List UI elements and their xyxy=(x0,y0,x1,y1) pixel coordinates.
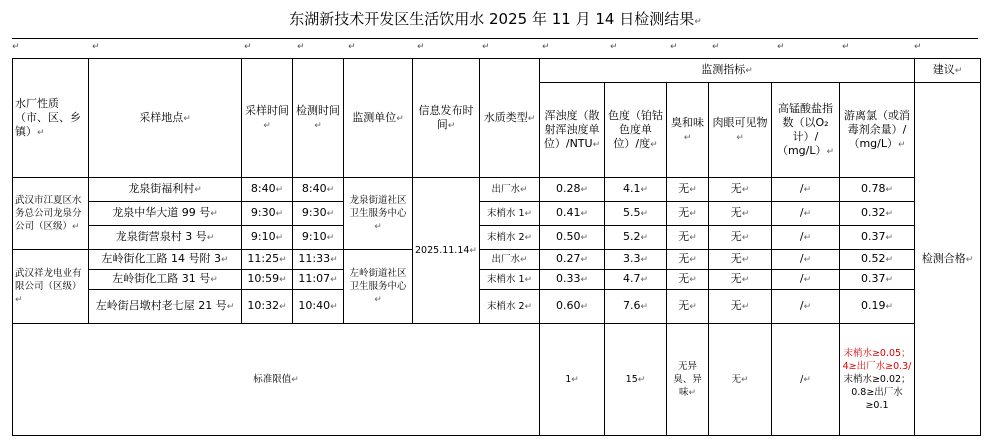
header-indicators: 监测指标↵ xyxy=(540,59,915,83)
color-cell: 7.6↵ xyxy=(605,290,667,324)
location-cell: 左岭街化工路 14 号附 3↵ xyxy=(89,250,242,270)
cod-cell: /↵ xyxy=(772,250,840,270)
header-turbidity: 浑浊度（散射浑浊度单位）/NTU↵ xyxy=(540,83,605,178)
cod-cell: /↵ xyxy=(772,226,840,250)
chlorine-limit: 末梢水≥0.02；0.8≥出厂水≥0.1 xyxy=(843,374,911,411)
odor-cell: 无↵ xyxy=(667,178,709,202)
turbidity-cell: 0.33↵ xyxy=(540,270,605,290)
plant-name: 武汉祥龙电业有限公司（区级）↵ xyxy=(13,250,89,324)
header-location: 采样地点↵ xyxy=(89,59,242,178)
table-row xyxy=(13,270,981,290)
table-row xyxy=(13,202,981,226)
monitor-unit: 左岭街道社区卫生服务中心↵ xyxy=(344,250,413,324)
header-odor: 臭和味↵ xyxy=(667,83,709,178)
odor-cell: 无↵ xyxy=(667,290,709,324)
chlorine-cell: 0.19↵ xyxy=(840,290,915,324)
visible-cell: 无↵ xyxy=(709,270,772,290)
location-cell: 左岭街吕墩村老七屋 21 号↵ xyxy=(89,290,242,324)
visible-cell: 无↵ xyxy=(709,250,772,270)
sample-time-cell: 10:59↵ xyxy=(242,270,293,290)
color-cell: 4.1↵ xyxy=(605,178,667,202)
document-title: 东湖新技术开发区生活饮用水 2025 年 11 月 14 日检测结果↵ xyxy=(289,10,702,28)
cod-cell: /↵ xyxy=(772,290,840,324)
sample-time-cell: 9:10↵ xyxy=(242,226,293,250)
header-cod: 高锰酸盐指数（以O₂计）/（mg/L）↵ xyxy=(772,83,840,178)
test-time-cell: 11:07↵ xyxy=(293,270,344,290)
sample-time-cell: 10:32↵ xyxy=(242,290,293,324)
standard-visible: 无↵ xyxy=(709,324,772,436)
header-sample-time: 采样时间↵ xyxy=(242,59,293,178)
location-cell: 龙泉街营泉村 3 号↵ xyxy=(89,226,242,250)
cod-cell: /↵ xyxy=(772,202,840,226)
turbidity-cell: 0.28↵ xyxy=(540,178,605,202)
plant-name: 武汉市江夏区水务总公司龙泉分公司（区级）↵ xyxy=(13,178,89,250)
water-type-cell: 末梢水 1↵ xyxy=(480,270,540,290)
header-visible: 肉眼可见物↵ xyxy=(709,83,772,178)
turbidity-cell: 0.60↵ xyxy=(540,290,605,324)
standard-cod: /↵ xyxy=(772,324,840,436)
header-publish-time: 信息发布时间↵ xyxy=(413,59,480,178)
water-type-cell: 出厂水↵ xyxy=(480,250,540,270)
location-cell: 龙泉街福利村↵ xyxy=(89,178,242,202)
standard-turbidity: 1↵ xyxy=(540,324,605,436)
odor-cell: 无↵ xyxy=(667,202,709,226)
color-cell: 4.7↵ xyxy=(605,270,667,290)
results-table xyxy=(12,58,981,436)
visible-cell: 无↵ xyxy=(709,178,772,202)
result-cell: 检测合格↵ xyxy=(915,83,981,436)
sample-time-cell: 8:40↵ xyxy=(242,178,293,202)
header-water-type: 水质类型↵ xyxy=(480,59,540,178)
color-cell: 5.2↵ xyxy=(605,226,667,250)
turbidity-cell: 0.50↵ xyxy=(540,226,605,250)
location-cell: 左岭街化工路 31 号↵ xyxy=(89,270,242,290)
standard-chlorine xyxy=(840,324,915,436)
publish-date: 2025.11.14↵ xyxy=(413,178,480,324)
chlorine-cell: 0.78↵ xyxy=(840,178,915,202)
test-time-cell: 10:40↵ xyxy=(293,290,344,324)
table-row xyxy=(13,178,981,202)
standard-row xyxy=(13,324,981,436)
chlorine-limit-highlight: 末梢水≥0.05；4≥出厂水≥0.3/ xyxy=(842,348,912,372)
test-time-cell: 9:10↵ xyxy=(293,226,344,250)
cod-cell: /↵ xyxy=(772,270,840,290)
monitor-unit: 龙泉街道社区卫生服务中心↵ xyxy=(344,178,413,250)
odor-cell: 无↵ xyxy=(667,250,709,270)
location-cell: 龙泉中华大道 99 号↵ xyxy=(89,202,242,226)
color-cell: 5.5↵ xyxy=(605,202,667,226)
header-color: 色度（铂钴色度单位）/度↵ xyxy=(605,83,667,178)
sample-time-cell: 11:25↵ xyxy=(242,250,293,270)
cod-cell: /↵ xyxy=(772,178,840,202)
chlorine-cell: 0.32↵ xyxy=(840,202,915,226)
table-row xyxy=(13,226,981,250)
standard-color: 15↵ xyxy=(605,324,667,436)
water-type-cell: 末梢水 2↵ xyxy=(480,226,540,250)
standard-odor: 无异臭、异味↵ xyxy=(667,324,709,436)
chlorine-cell: 0.37↵ xyxy=(840,226,915,250)
test-time-cell: 9:30↵ xyxy=(293,202,344,226)
header-plant-type: 水厂性质（市、区、乡镇）↵ xyxy=(13,59,89,178)
chlorine-cell: 0.52↵ xyxy=(840,250,915,270)
header-chlorine: 游离氯（或消毒剂余量）/（mg/L）↵ xyxy=(840,83,915,178)
visible-cell: 无↵ xyxy=(709,290,772,324)
standard-label: 标准限值↵ xyxy=(13,324,540,436)
color-cell: 3.3↵ xyxy=(605,250,667,270)
table-row xyxy=(13,290,981,324)
water-type-cell: 出厂水↵ xyxy=(480,178,540,202)
table-row xyxy=(13,250,981,270)
visible-cell: 无↵ xyxy=(709,202,772,226)
sample-time-cell: 9:30↵ xyxy=(242,202,293,226)
water-type-cell: 末梢水 2↵ xyxy=(480,290,540,324)
water-type-cell: 末梢水 1↵ xyxy=(480,202,540,226)
test-time-cell: 11:33↵ xyxy=(293,250,344,270)
header-unit: 监测单位↵ xyxy=(344,59,413,178)
odor-cell: 无↵ xyxy=(667,226,709,250)
test-time-cell: 8:40↵ xyxy=(293,178,344,202)
visible-cell: 无↵ xyxy=(709,226,772,250)
chlorine-cell: 0.37↵ xyxy=(840,270,915,290)
turbidity-cell: 0.27↵ xyxy=(540,250,605,270)
column-markers: ↵ ↵ ↵ ↵ ↵ ↵ ↵ ↵ ↵ ↵ ↵ ↵ ↵ ↵ xyxy=(12,42,922,52)
turbidity-cell: 0.41↵ xyxy=(540,202,605,226)
header-test-time: 检测时间↵ xyxy=(293,59,344,178)
header-suggestion: 建议↵ xyxy=(915,59,981,83)
odor-cell: 无↵ xyxy=(667,270,709,290)
